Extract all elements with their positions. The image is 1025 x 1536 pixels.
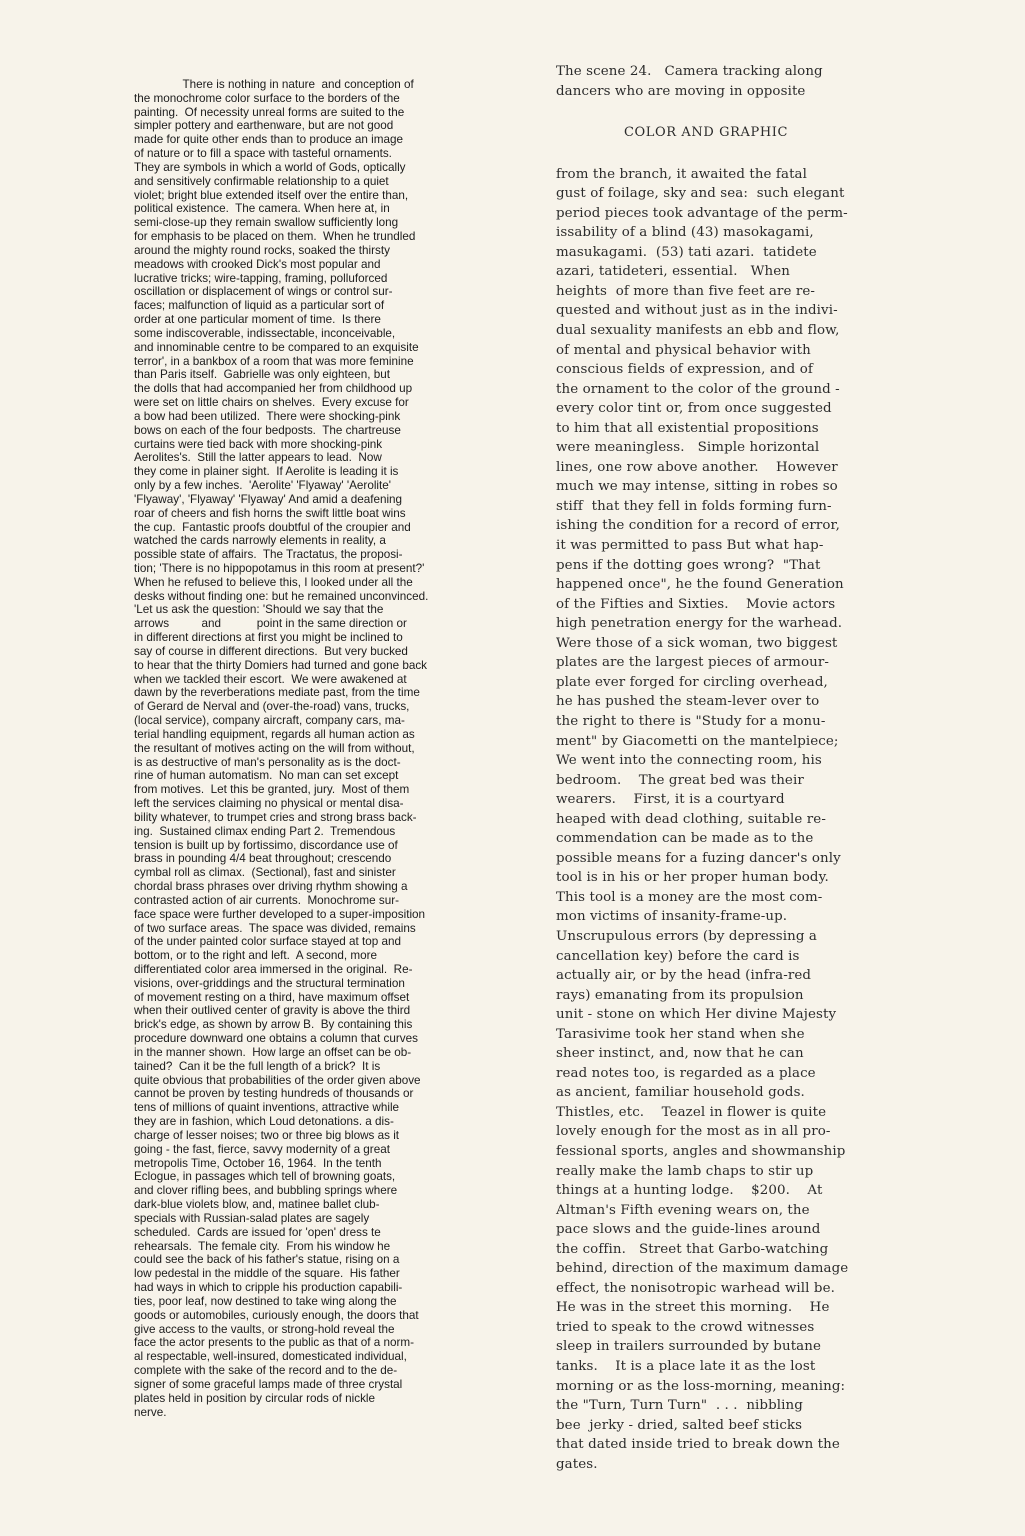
text-line: bottom, or to the right and left. A second, more: [134, 949, 377, 963]
text-line: low pedestal in the middle of the square. His father: [134, 1267, 400, 1281]
text-line: quite obvious that probabilities of the order given above: [134, 1073, 421, 1087]
text-line: cannot be proven by testing hundreds of thousands or: [134, 1087, 414, 1101]
text-line: much we may intense, sitting in robes so: [556, 479, 838, 495]
text-line: We went into the connecting room, his: [556, 753, 822, 769]
text-line: actually air, or by the head (infra-red: [556, 968, 812, 984]
text-line: cancellation key) before the card is: [556, 948, 800, 964]
text-line: for emphasis to be placed on them. When he trundled: [134, 230, 416, 244]
text-line: Eclogue, in passages which tell of browning goats,: [134, 1170, 396, 1184]
text-line: bows on each of the four bedposts. The chartreuse: [134, 423, 401, 437]
text-line: face space were further developed to a super-imposition: [134, 907, 426, 921]
text-line: wearers. First, it is a courtyard: [556, 792, 785, 808]
text-line: Aerolites's. Still the latter appears to lead. Now: [134, 451, 382, 465]
text-line: a bow had been utilized. There were shocking-pink: [134, 409, 401, 423]
text-line: order at one particular moment of time. Is there: [134, 313, 381, 327]
text-line: He was in the street this morning. He: [556, 1300, 830, 1316]
text-line: is as destructive of man's personality as is the doct-: [134, 755, 401, 769]
text-line: meadows with crooked Dick's most popular and: [134, 257, 381, 271]
text-line: high penetration energy for the warhead.: [556, 616, 843, 632]
text-line: read notes too, is regarded as a place: [556, 1065, 816, 1081]
text-line: bility whatever, to trumpet cries and strong brass back-: [134, 810, 417, 824]
text-line: violet; bright blue extended itself over the entire than,: [134, 188, 409, 202]
text-line: plates held in position by circular rods of nickle: [134, 1391, 376, 1405]
left-column-text: [134, 78, 464, 1419]
text-line: 'Flyaway', 'Flyaway' 'Flyaway' And amid a deafening: [134, 492, 403, 506]
text-line: political existence. The camera. When here at, in: [134, 202, 390, 216]
text-line: signer of some graceful lamps made of three crystal: [134, 1377, 403, 1391]
text-line: scheduled. Cards are issued for 'open' dress te: [134, 1225, 381, 1239]
text-line: the right to there is "Study for a monu-: [556, 713, 826, 729]
text-line: the resultant of motives acting on the will from without,: [134, 741, 415, 755]
text-line: lovely enough for the most as in all pro-: [556, 1124, 831, 1140]
text-line: heights of more than five feet are re-: [556, 283, 816, 299]
text-line: and innominable centre to be compared to an exquisite: [134, 340, 419, 354]
text-line: specials with Russian-salad plates are sagely: [134, 1211, 370, 1225]
text-line: from the branch, it awaited the fatal: [556, 166, 808, 182]
text-line: Tarasivime took her stand when she: [556, 1026, 805, 1042]
text-line: it was permitted to pass But what hap-: [556, 538, 824, 554]
text-line: Altman's Fifth evening wears on, the: [556, 1202, 810, 1218]
text-line: tion; 'There is no hippopotamus in this room at present?': [134, 561, 425, 575]
text-line: behind, direction of the maximum damage: [556, 1261, 849, 1277]
text-line: dark-blue violets blow, and, matinee ballet club-: [134, 1198, 380, 1212]
text-line: tained? Can it be the full length of a brick? It is: [134, 1059, 381, 1073]
text-line: of Gerard de Nerval and (over-the-road) vans, trucks,: [134, 700, 410, 714]
text-line: could see the back of his father's statue, rising on a: [134, 1253, 400, 1267]
text-line: happened once", he the found Generation: [556, 577, 844, 593]
text-line: in the manner shown. How large an offset can be ob-: [134, 1045, 412, 1059]
text-line: sheer instinct, and, now that he can: [556, 1046, 804, 1062]
text-line: of mental and physical behavior with: [556, 342, 811, 358]
text-line: every color tint or, from once suggested: [556, 401, 832, 417]
text-line: roar of cheers and fish horns the swift little boat wins: [134, 506, 406, 520]
text-line: tanks. It is a place late it as the lost: [556, 1359, 816, 1374]
text-line: terror', in a bankbox of a room that was more feminine: [134, 354, 414, 368]
text-line: of the Fifties and Sixties. Movie actors: [556, 596, 836, 612]
text-line: as ancient, familiar household gods.: [556, 1085, 805, 1101]
text-line: were meaningless. Simple horizontal: [556, 440, 820, 456]
text-line: when their outlived center of gravity is above the third: [134, 1004, 411, 1018]
text-line: tension is built up by fortissimo, discordance use of: [134, 838, 398, 852]
text-line: cymbal roll as climax. (Sectional), fast and sinister: [134, 866, 396, 880]
text-line: When he refused to believe this, I looked under all the: [134, 575, 413, 589]
text-line: period pieces took advantage of the perm-: [556, 205, 848, 221]
text-line: ties, poor leaf, now destined to take wing along the: [134, 1294, 397, 1308]
text-line: Unscrupulous errors (by depressing a: [556, 928, 817, 944]
text-line: charge of lesser noises; two or three big blows as it: [134, 1128, 400, 1142]
text-line: gust of foilage, sky and sea: such elegant: [556, 186, 845, 202]
text-line: simpler pottery and earthenware, but are not good: [134, 119, 394, 133]
text-line: plates are the largest pieces of armour-: [556, 655, 829, 671]
text-line: ing. Sustained climax ending Part 2. Tremendous: [134, 824, 396, 838]
text-line: in different directions at first you might be inclined to: [134, 631, 403, 645]
text-line: the "Turn, Turn Turn" . . . nibbling: [556, 1398, 803, 1414]
text-line: gates.: [556, 1456, 598, 1472]
text-line: he has pushed the steam-lever over to: [556, 694, 820, 710]
text-line: semi-close-up they remain swallow sufficiently long: [134, 216, 399, 230]
text-line: rehearsals. The female city. From his window he: [134, 1239, 391, 1253]
text-line: chordal brass phrases over driving rhythm showing a: [134, 880, 408, 894]
right-column-text: [556, 62, 896, 1474]
text-line: of two surface areas. The space was divided, remains: [134, 921, 416, 935]
text-line: (local service), company aircraft, company cars, ma-: [134, 714, 405, 728]
text-line: than Paris itself. Gabrielle was only eighteen, but: [134, 368, 390, 382]
text-line: and sensitively confirmable relationship to a quiet: [134, 174, 389, 188]
text-line: desks without finding one: but he remained unconvinced.: [134, 589, 429, 603]
text-line: of nature or to fill a space with tasteful ornaments.: [134, 147, 392, 161]
text-line: visions, over-griddings and the structural termination: [134, 976, 405, 990]
text-line: masukagami. (53) tati azari. tatidete: [556, 244, 817, 260]
text-line: say of course in different directions. But very bucked: [134, 644, 408, 658]
text-line: There is nothing in nature and conception of: [134, 78, 414, 91]
text-line: they come in plainer sight. If Aerolite is leading it is: [134, 465, 399, 479]
text-line: face the actor presents to the public as that of a norm-: [134, 1336, 415, 1350]
text-line: plate ever forged for circling overhead,: [556, 674, 828, 690]
text-line: made for quite other ends than to produce an image: [134, 133, 403, 147]
text-line: tried to speak to the crowd witnesses: [556, 1319, 815, 1335]
text-line: of the under painted color surface stayed at top and: [134, 935, 402, 949]
text-line: mon victims of insanity-frame-up.: [556, 909, 788, 925]
text-line: curtains were tied back with more shocking-pink: [134, 437, 383, 451]
text-line: really make the lamb chaps to stir up: [556, 1163, 814, 1179]
text-line: watched the cards narrowly elements in reality, a: [134, 534, 386, 548]
text-line: differentiated color area immersed in the original. Re-: [134, 963, 413, 976]
text-line: The scene 24. Camera tracking along: [556, 64, 823, 79]
text-line: the ornament to the color of the ground -: [556, 381, 840, 397]
text-line: contrasted action of air currents. Monochrome sur-: [134, 893, 400, 907]
text-line: brass in pounding 4/4 beat throughout; crescendo: [134, 852, 392, 866]
text-line: of movement resting on a third, have maximum offset: [134, 990, 410, 1004]
text-line: bee jerky - dried, salted beef sticks: [556, 1417, 803, 1433]
text-line: pens if the dotting goes wrong? "That: [556, 557, 821, 573]
text-line: brick's edge, as shown by arrow B. By containing this: [134, 1018, 413, 1032]
text-line: heaped with dead clothing, suitable re-: [556, 811, 826, 827]
text-line: and clover rifling bees, and bubbling springs where: [134, 1184, 398, 1198]
text-line: lines, one row above another. However: [556, 459, 838, 475]
text-line: azari, tatideteri, essential. When: [556, 264, 790, 280]
text-line: going - the fast, fierce, savvy modernity of a great: [134, 1142, 390, 1156]
text-line: effect, the nonisotropic warhead will be.: [556, 1280, 835, 1296]
text-line: This tool is a money are the most com-: [556, 889, 823, 905]
text-line: things at a hunting lodge. $200. At: [556, 1183, 823, 1199]
text-line: conscious fields of expression, and of: [556, 362, 813, 378]
text-line: quested and without just as in the indivi-: [556, 303, 838, 319]
text-line: to him that all existential propositions: [556, 420, 819, 436]
text-line: the monochrome color surface to the borders of the: [134, 91, 400, 105]
text-line: unit - stone on which Her divine Majesty: [556, 1007, 837, 1023]
text-line: oscillation or displacement of wings or control sur-: [134, 285, 393, 299]
text-line: nerve.: [134, 1405, 167, 1419]
right-column-intro: [556, 62, 896, 101]
text-line: terial handling equipment, regards all human action as: [134, 727, 415, 741]
text-line: They are symbols in which a world of Gods, optically: [134, 160, 406, 174]
text-line: tool is in his or her proper human body.: [556, 870, 829, 886]
text-line: sleep in trailers surrounded by butane: [556, 1339, 822, 1355]
text-line: when we tackled their escort. We were awakened at: [134, 672, 407, 686]
text-line: only by a few inches. 'Aerolite' 'Flyaway' 'Aerolite': [134, 479, 391, 493]
text-line: ment" by Giacometti on the mantelpiece;: [556, 733, 839, 749]
text-line: possible means for a fuzing dancer's only: [556, 850, 841, 866]
text-line: they are in fashion, which Loud detonations. a dis-: [134, 1115, 394, 1129]
text-line: that dated inside tried to break down the: [556, 1437, 840, 1453]
text-line: the coffin. Street that Garbo-watching: [556, 1241, 829, 1257]
text-line: al respectable, well-insured, domesticated individual,: [134, 1350, 407, 1364]
text-line: were set on little chairs on shelves. Every excuse for: [134, 396, 409, 410]
text-line: goods or automobiles, curiously enough, the doors that: [134, 1308, 419, 1322]
text-line: bedroom. The great bed was their: [556, 772, 804, 788]
text-line: issability of a blind (43) masokagami,: [556, 225, 814, 241]
text-line: stiff that they fell in folds forming furn-: [556, 498, 832, 514]
text-line: arrows and point in the same direction or: [134, 617, 407, 631]
text-line: left the services claiming no physical or mental disa-: [134, 797, 404, 811]
text-line: dawn by the reverberations mediate past, from the time: [134, 686, 420, 700]
text-line: Were those of a sick woman, two biggest: [556, 635, 838, 651]
text-line: rays) emanating from its propulsion: [556, 987, 804, 1003]
text-line: possible state of affairs. The Tractatus, the proposi-: [134, 548, 403, 562]
text-line: around the mighty round rocks, soaked the thirsty: [134, 243, 390, 257]
text-line: procedure downward one obtains a column that curves: [134, 1032, 418, 1046]
text-line: 'Let us ask the question: 'Should we say that the: [134, 603, 384, 617]
text-line: to hear that the thirty Domiers had turned and gone back: [134, 658, 428, 672]
text-line: give access to the vaults, or strong-hold reveal the: [134, 1322, 395, 1336]
text-line: fessional sports, angles and showmanship: [556, 1143, 846, 1159]
text-line: painting. Of necessity unreal forms are suited to the: [134, 105, 405, 119]
text-line: some indiscoverable, indissectable, inconceivable,: [134, 326, 396, 340]
text-line: the dolls that had accompanied her from childhood up: [134, 382, 413, 396]
text-line: metropolis Time, October 16, 1964. In the tenth: [134, 1156, 382, 1170]
text-line: dual sexuality manifests an ebb and flow,: [556, 323, 840, 339]
text-line: rine of human automatism. No man can set except: [134, 769, 399, 783]
text-line: Thistles, etc. Teazel in flower is quite: [556, 1104, 827, 1120]
text-line: morning or as the loss-morning, meaning:: [556, 1378, 846, 1394]
text-line: the cup. Fantastic proofs doubtful of the croupier and: [134, 520, 411, 534]
text-line: dancers who are moving in opposite: [556, 83, 806, 99]
text-line: faces; malfunction of liquid as a particular sort of: [134, 299, 385, 313]
text-line: complete with the sake of the record and to the de-: [134, 1364, 398, 1378]
text-line: lucrative tricks; wire-tapping, framing, polluforced: [134, 271, 388, 285]
text-line: ishing the condition for a record of error,: [556, 518, 840, 534]
text-line: tens of millions of quaint inventions, attractive while: [134, 1101, 400, 1115]
text-line: commendation can be made as to the: [556, 831, 814, 847]
text-line: had ways in which to cripple his production capabili-: [134, 1281, 403, 1295]
text-line: pace slows and the guide-lines around: [556, 1222, 821, 1238]
text-line: from motives. Let this be granted, jury. Most of them: [134, 783, 410, 797]
right-column-body: [556, 165, 896, 1475]
section-heading: COLOR AND GRAPHIC: [624, 125, 789, 141]
